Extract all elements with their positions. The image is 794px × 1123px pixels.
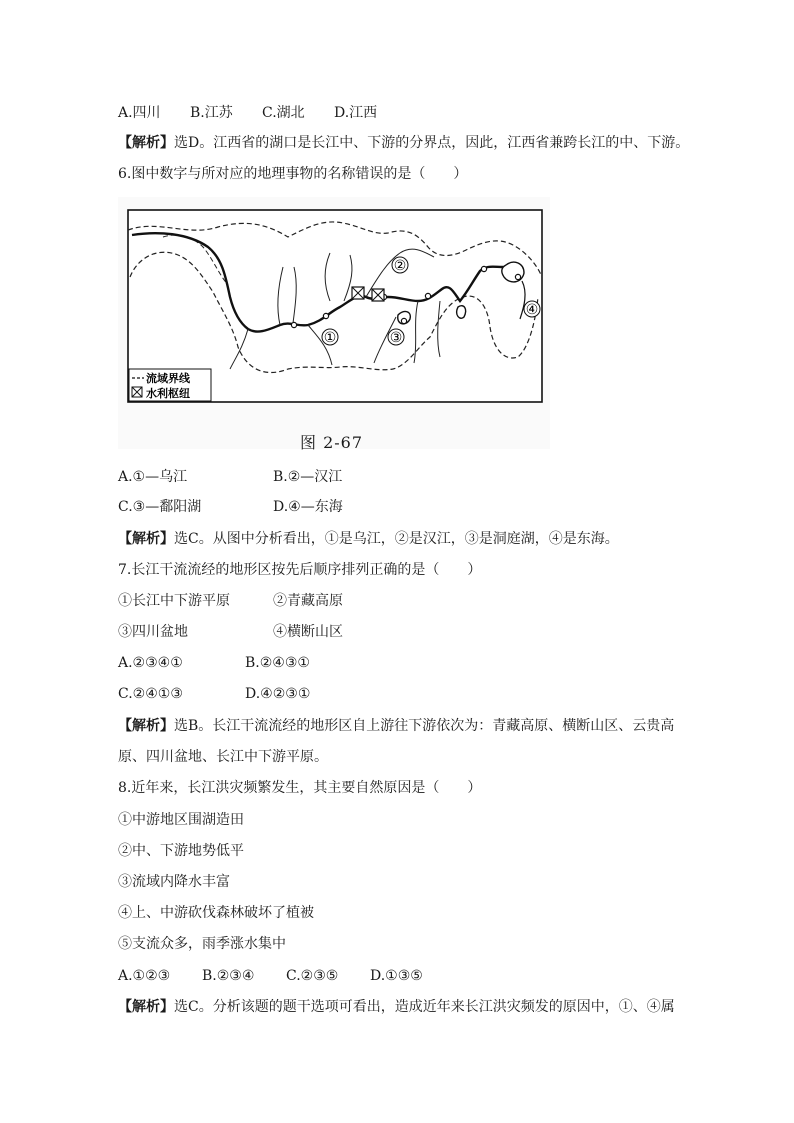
- city-dot: [481, 266, 486, 271]
- q8-analysis: [118, 998, 675, 1016]
- marker-3-label: ③: [389, 330, 403, 346]
- q8-option-b: B.②③④: [202, 968, 255, 984]
- marker-2: [392, 257, 408, 274]
- q5-analysis: [118, 134, 689, 152]
- q7-analysis-line2: 原、四川盆地、长江中下游平原。: [118, 749, 328, 765]
- q7-items-row1: [118, 592, 343, 610]
- q6-option-a: A.①—乌江: [118, 469, 188, 485]
- q5-option-c: C.湖北: [262, 105, 305, 121]
- q6-option-c: C.③—鄱阳湖: [118, 499, 202, 515]
- q7-item-4: ④横断山区: [273, 624, 343, 640]
- q6-analysis: [118, 530, 619, 548]
- q8-item-5: ⑤支流众多，雨季涨水集中: [118, 936, 286, 952]
- q5-option-a: A.四川: [118, 105, 161, 121]
- map-legend: [129, 369, 211, 401]
- legend-boundary-label: 流域界线: [146, 372, 190, 385]
- analysis-tag: 【解析】: [118, 135, 174, 151]
- q8-option-d: D.①③⑤: [370, 968, 423, 984]
- analysis-text: 选B。长江干流流经的地形区自上游往下游依次为：青藏高原、横断山区、云贵高: [174, 718, 675, 734]
- q7-stem: 7.长江干流流经的地形区按先后顺序排列正确的是（ ）: [118, 562, 482, 578]
- q8-option-a: A.①②③: [118, 968, 171, 984]
- q7-options-row1: [118, 654, 310, 672]
- dam-icon-gezhouba: [352, 287, 364, 299]
- q7-item-1: ①长江中下游平原: [118, 593, 230, 609]
- marker-1: [322, 329, 338, 346]
- q5-option-b: B.江苏: [190, 105, 233, 121]
- q7-option-a: A.②③④①: [118, 655, 183, 671]
- figure-caption: 图 2-67: [300, 433, 364, 452]
- legend-dam-icon: [132, 387, 142, 397]
- city-dot: [323, 313, 328, 318]
- analysis-text: 选C。从图中分析看出，①是乌江，②是汉江，③是洞庭湖，④是东海。: [174, 531, 619, 547]
- city-dot: [291, 322, 296, 327]
- marker-4-label: ④: [525, 302, 539, 318]
- lake-taihu: [502, 262, 524, 282]
- q5-options: [118, 104, 377, 122]
- q7-option-d: D.④②③①: [245, 686, 311, 702]
- q7-option-c: C.②④①③: [118, 686, 183, 702]
- marker-3: [388, 329, 404, 346]
- q5-option-d: D.江西: [334, 105, 378, 121]
- q8-item-2: ②中、下游地势低平: [118, 843, 244, 859]
- q6-option-b: B.②—汉江: [273, 469, 343, 485]
- analysis-tag: 【解析】: [118, 531, 174, 547]
- q7-options-row2: [118, 685, 310, 703]
- q8-stem: 8.近年来，长江洪灾频繁发生，其主要自然原因是（ ）: [118, 780, 482, 796]
- city-dot: [425, 293, 430, 298]
- q7-option-b: B.②④③①: [245, 655, 310, 671]
- q8-option-c: C.②③⑤: [286, 968, 339, 984]
- marker-1-label: ①: [323, 330, 337, 346]
- marker-2-label: ②: [393, 258, 407, 274]
- analysis-text: 选D。江西省的湖口是长江中、下游的分界点，因此，江西省兼跨长江的中、下游。: [174, 135, 690, 151]
- q8-options: [118, 967, 423, 985]
- legend-dam-label: 水利枢纽: [146, 387, 190, 400]
- q7-analysis-line1: [118, 717, 674, 735]
- city-dot: [515, 274, 520, 279]
- marker-4: [524, 301, 540, 318]
- analysis-text: 选C。分析该题的题干选项可看出，造成近年来长江洪灾频发的原因中，①、④属: [174, 999, 675, 1015]
- q7-item-2: ②青藏高原: [273, 593, 343, 609]
- q6-options-row2: [118, 498, 343, 516]
- dam-icon-three-gorges: [372, 289, 384, 301]
- q8-item-1: ①中游地区围湖造田: [118, 812, 244, 828]
- analysis-tag: 【解析】: [118, 718, 174, 734]
- analysis-tag: 【解析】: [118, 999, 174, 1015]
- lake-poyang: [457, 306, 466, 319]
- q8-item-4: ④上、中游砍伐森林破坏了植被: [118, 905, 314, 921]
- q6-option-d: D.④—东海: [273, 499, 343, 515]
- q6-stem: 6.图中数字与所对应的地理事物的名称错误的是（ ）: [118, 166, 468, 182]
- q6-options-row1: [118, 468, 342, 486]
- q7-item-3: ③四川盆地: [118, 624, 188, 640]
- city-dot: [401, 318, 406, 323]
- yangtze-map-figure: [118, 197, 550, 449]
- q7-items-row2: [118, 623, 343, 641]
- q8-item-3: ③流域内降水丰富: [118, 874, 230, 890]
